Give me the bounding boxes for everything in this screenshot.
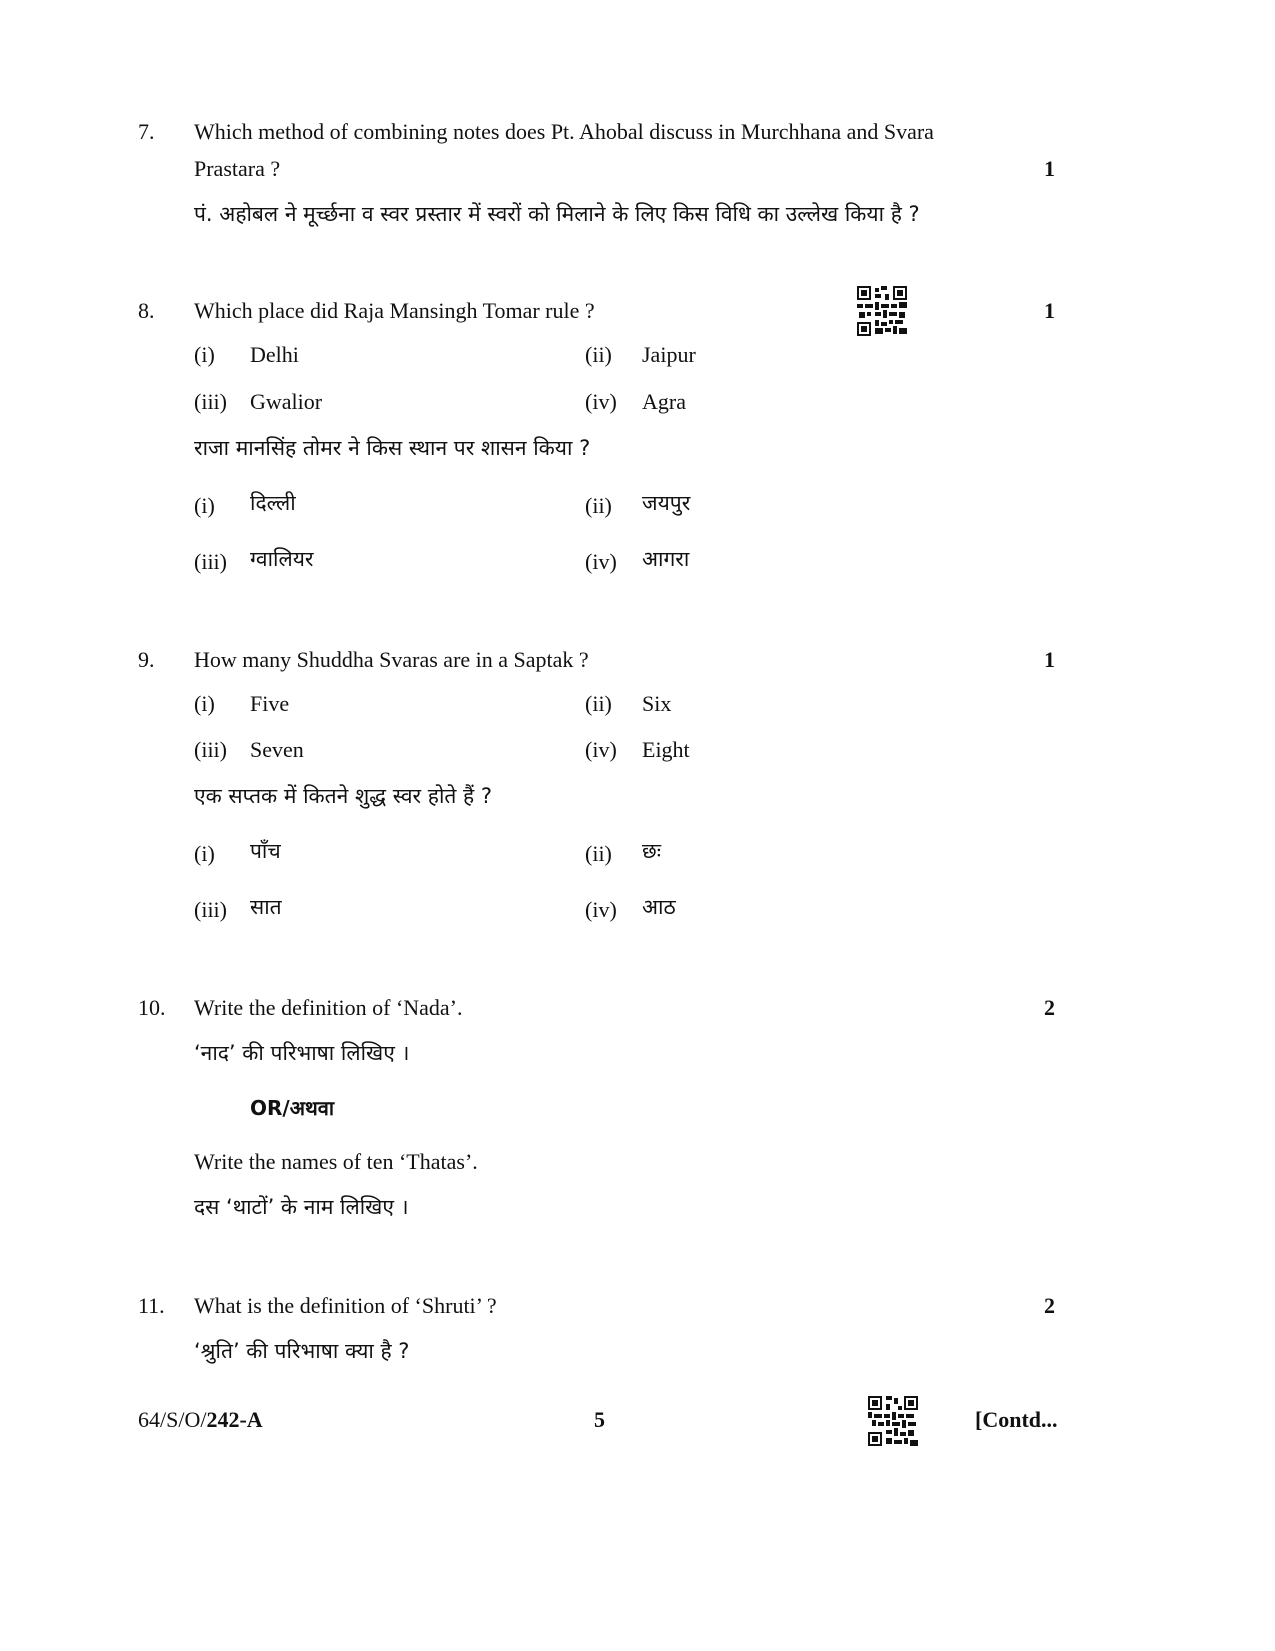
question-8-number: 8. (138, 298, 155, 323)
question-7-marks: 1 (1044, 156, 1055, 181)
question-7-text-en-line2: Prastara ? (194, 156, 281, 181)
question-11-marks: 2 (1044, 1293, 1055, 1318)
question-9-option-iii-text: Seven (250, 737, 304, 762)
question-11-text-en: What is the definition of ‘Shruti’ ? (194, 1293, 497, 1318)
question-8-option-iii-label: (iii) (194, 389, 227, 414)
paper-code-bold: 242-A (206, 1407, 263, 1432)
question-9-option-hi-i-label: (i) (194, 841, 215, 866)
question-8-option-hi-iii-text: ग्वालियर (250, 547, 314, 571)
question-9-option-hi-ii-text: छः (642, 839, 661, 863)
question-9-option-iv-label: (iv) (585, 737, 617, 762)
question-10-marks: 2 (1044, 995, 1055, 1020)
question-10-text-hi: ‘नाद’ की परिभाषा लिखिए । (194, 1041, 410, 1065)
question-8-option-hi-iv-text: आगरा (642, 547, 690, 571)
question-9-option-iii-label: (iii) (194, 737, 227, 762)
question-8-option-hi-ii-text: जयपुर (642, 491, 691, 515)
question-9-option-ii-text: Six (642, 691, 672, 716)
question-8-option-ii-text: Jaipur (642, 342, 696, 367)
question-9-option-hi-i-text: पाँच (250, 839, 281, 863)
question-8-option-iii-text: Gwalior (250, 389, 323, 414)
question-9-option-hi-iii-text: सात (250, 895, 282, 919)
question-10-text-en: Write the definition of ‘Nada’. (194, 995, 463, 1020)
question-8-option-iv-label: (iv) (585, 389, 617, 414)
question-8-option-hi-i-label: (i) (194, 493, 215, 518)
qr-code-icon (868, 1396, 918, 1446)
question-8-text-hi: राजा मानसिंह तोमर ने किस स्थान पर शासन किया ? (194, 436, 591, 460)
question-10-or-label: OR/अथवा (250, 1096, 335, 1120)
question-9-option-i-label: (i) (194, 691, 215, 716)
continued-label: [Contd... (975, 1407, 1058, 1432)
paper-code-prefix: 64/S/O/ (138, 1407, 207, 1432)
question-7-number: 7. (138, 119, 155, 144)
question-7-text-hi: पं. अहोबल ने मूर्च्छना व स्वर प्रस्तार में स्वरों को मिलाने के लिए किस विधि का उल्लेख किया है ? (194, 202, 920, 226)
question-8-option-i-label: (i) (194, 342, 215, 367)
question-10-number: 10. (138, 995, 166, 1020)
question-9-option-hi-iv-text: आठ (642, 895, 676, 919)
question-9-option-hi-iv-label: (iv) (585, 897, 617, 922)
question-9-text-en: How many Shuddha Svaras are in a Saptak ? (194, 647, 589, 672)
question-7-text-en-line1: Which method of combining notes does Pt. Ahobal discuss in Murchhana and Svara (194, 119, 934, 144)
question-8-marks: 1 (1044, 298, 1055, 323)
question-11-text-hi: ‘श्रुति’ की परिभाषा क्या है ? (194, 1339, 410, 1363)
question-10-alt-hi: दस ‘थाटों’ के नाम लिखिए । (194, 1195, 409, 1219)
question-9-text-hi: एक सप्तक में कितने शुद्ध स्वर होते हैं ? (194, 784, 493, 808)
qr-code-icon (857, 286, 907, 336)
page-number: 5 (594, 1407, 605, 1432)
question-8-option-hi-iii-label: (iii) (194, 549, 227, 574)
question-9-option-ii-label: (ii) (585, 691, 612, 716)
question-10-alt-en: Write the names of ten ‘Thatas’. (194, 1149, 478, 1174)
question-8-option-ii-label: (ii) (585, 342, 612, 367)
question-9-number: 9. (138, 647, 155, 672)
question-9-option-i-text: Five (250, 691, 290, 716)
question-11-number: 11. (138, 1293, 165, 1318)
question-9-option-hi-iii-label: (iii) (194, 897, 227, 922)
paper-code (138, 1409, 263, 1431)
question-9-option-hi-ii-label: (ii) (585, 841, 612, 866)
question-9-option-iv-text: Eight (642, 737, 690, 762)
question-8-text-en: Which place did Raja Mansingh Tomar rule ? (194, 298, 595, 323)
question-9-marks: 1 (1044, 647, 1055, 672)
question-8-option-hi-ii-label: (ii) (585, 493, 612, 518)
question-8-option-iv-text: Agra (642, 389, 686, 414)
question-8-option-hi-iv-label: (iv) (585, 549, 617, 574)
question-8-option-hi-i-text: दिल्ली (250, 491, 296, 515)
question-8-option-i-text: Delhi (250, 342, 299, 367)
